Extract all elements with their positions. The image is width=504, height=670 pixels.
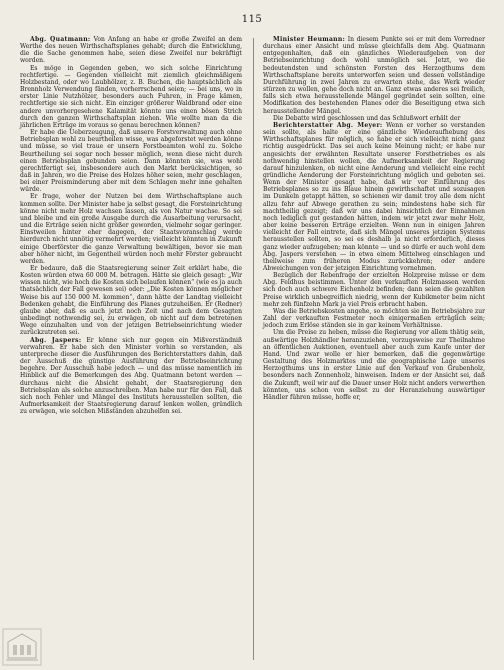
paragraph-text: In diesem Punkte sei er mit dem Vorredner durchaus einer Ansicht und müsse gleichfalls dem Abg. Quatmann entgegenhalten, daß ein gänzliches Wiederaufgeben von der Betriebseinrichtung doch wohl unmöglich sei. Jetzt, wo die bedeutendsten und schönsten Forsten des Herzogthums dem Wirthschaftsplane bereits unterworfen seien und dessen vollständige Durchführung in zwei Jahren zu erwarten stehe, das Werk wieder stürzen zu wollen, gehe doch nicht an. Ganz etwas anderes sei freilich, falls sich etwa herausstellende Mängel gegründet sein sollten, eine Modifikation des bestehenden Planes oder die Beseitigung etwa sich herausstellender Mängel. <box>263 36 485 115</box>
paragraph <box>263 329 485 401</box>
paragraph <box>20 65 242 129</box>
right-column <box>263 36 485 401</box>
column-divider <box>253 38 254 660</box>
paragraph-text: Er frage, woher der Nutzen bei dem Wirthschaftsplane auch kommen sollte. Der Minister habe ja selbst gesagt, die Forsteinrichtung könne nicht mehr Holz wachsen lassen, als von Natur wachse. So sei und bleibe und ein große Ausgabe durch die Ausarbeitung verursacht, und die Erträge seien nicht größer geworden, vielmehr sogar geringer. Einstweilen hinter eher dagegen, der Staatsvoranschlag werde hierdurch nicht unnötig vermehrt werden; vielleicht könnten in Zukunft einige Oberförster die ganze Verwaltung bewältigen, bevor sie man aber höher nicht, im Gegentheil würden noch mehr Förster gebraucht werden. <box>20 193 242 265</box>
speaker-name: Abg. Quatmann: <box>30 36 91 43</box>
page-number: 115 <box>241 14 263 25</box>
paragraph <box>20 36 242 65</box>
paragraph-text: Es möge in Gegenden geben, wo sich solche Einrichtung rechtfertige. — Gegenden vielleicht mit ziemlich gleichmäßigem Holzbestand, oder wo Laubhölzer, z. B. Buchen, die hauptsächlich als Brennholz Verwendung fänden, vorherrschend seien; — bei uns, wo in erster Linie Nutzhölzer, besonders auch Fuhren, in Frage kämen, rechtfertige sie sich nicht. Ein einziger größerer Waldbrand oder eine andere unvorhergesehene Kalamität könnte uns einen bösen Strich durch den ganzen Wirthschaftsplan ziehen. Wie wollte man da die jährlichen Erträge im voraus so genau berechnen können? <box>20 64 242 129</box>
paragraph-text: Er könne sich nur gegen ein Mißverständniß verwahren. Er habe sich den Minister vorhin so verstanden, als unterpreche dieser die Ausführungen des Berichterstatters dahin, daß der Ausschuß die günstige Ausführung der Betriebseinrichtung begehre. Der Ausschuß habe jedoch — und das müsse namentlich im Hinblick auf die Bemerkungen des Abg. Quatmann betont werden — durchaus nicht die Absicht gehabt, der Staatsregierung den Betriebsplan als solche anzuschreiben. Man habe nur für den Fall, daß sich noch Fehler und Mängel des Instituts herausstellen sollten, die Aufmerksamkeit der Staatsregierung darauf lenken wollen, gründlich zu erwägen, wie solchen Mißständen abzuhelfen sei. <box>20 336 242 416</box>
paragraph-text: Bezüglich der Rebenfrage der erzielten Holzpreise müsse er dem Abg. Feldhus beistimmen. Unter den verkauften Holzmassen werden sich doch auch schwere Eichenholz befinden; dann seien die gezahlten Preise wirklich unbegreiflich niedrig, wenn der Kubikmeter beim nicht mehr zeh fünfzehn Mark ja viel Preis erbracht haben. <box>263 272 485 308</box>
paragraph <box>263 36 485 115</box>
paragraph <box>263 122 485 272</box>
paragraph-text: Um die Preise zu heben, müsse die Regierung vor allem thätig sein, außwärtige Holzhändler heranzuziehen, vorzugsweise zur Theilnahme an öffentlichen Auktionen, eventuell aber auch zum Kaufe unter der Hand. Und zwar wolle er hier bemerken, daß die gegenwärtige Gestaltung des Holzmarktes und die geographische Lage unseres Herzogthums uns in erster Linie auf den Verkauf von Grubenholz, besonders nach Zonnenholz, hinweisen. Indem er der Ansicht sei, daß die Zukunft, weil wir auf die Dauer unser Holz nicht anders verwerthen könnten, uns schon von selbst zu der Heranziehung auswärtiger Händler führen müsse, hoffe er, <box>263 329 485 401</box>
paragraph-text: Er habe die Ueberzeugung, daß unsere Forstverwaltung auch ohne Betriebsplan wohl zu beurtheilen wisse, was abgeforstet werden könne und müsse, so viel traue er unsern Forstbeamten wohl zu. Solche Beurtheilung sei sogar noch besser möglich, wenn diese nicht durch einen Betriebsplan gebunden seien. Dann könnten sie, was wohl gerechtfertigt sei, insbesondere auch den Markt berücksichtigen, so daß in Jahren, wo die Preise des Holzes höher seien, mehr geschlagen, bei einer Preisminderung aber mit dem Schlagen mehr inne gehalten würde. <box>20 129 242 194</box>
paragraph-text: Von Anfang an habe er große Zweifel an dem Werthe des neuen Wirthschaftsplanes gehabt; durch die Entwicklung, die die Sache genommen habe, seien diese Zweifel nur bekräftigt worden. <box>20 36 242 65</box>
paragraph <box>20 193 242 265</box>
paragraph <box>263 272 485 308</box>
paragraph <box>20 265 242 337</box>
paragraph <box>20 337 242 416</box>
paragraph <box>263 308 485 329</box>
library-stamp-icon <box>2 628 42 666</box>
speaker-name: Minister Heumann: <box>273 36 346 43</box>
paragraph-text: Er bedaure, daß die Staatsregierung seiner Zeit erklärt habe, die Kosten würden etwa 60 000 M. betragen. Hätte sie gleich gesagt: „Wir wissen nicht, wie hoch die Kosten sich belaufen können“ (wie es ja auch thatsächlich der Fall gewesen sei) oder: „Die Kosten können möglicher Weise bis auf 150 000 M. kommen“, dann hätte der Landtag vielleicht Bedenken gehabt, die Einführung des Planes gutzuheißen. Er (Redner) glaube aber, daß es auch jetzt noch Zeit und nach dem Gesagten unbedingt nothwendig sei, zu erwägen, ob nicht auf dem betretenen Wege einzuhalten und von der jetzigen Betriebseinrichtung wieder zurückzutreten sei. <box>20 265 242 337</box>
paragraph-text: Was die Betriebskosten angehe, so möchten sie im Betriebsjahre zur Zahl der verkauften Festmeter noch einigermaßen erträglich sein; jedoch zum Erlöse ständen sie in gar keinem Verhältnisse. <box>263 307 485 330</box>
paragraph-text: Wenn er vorher so verstanden sein sollte, als halte er eine gänzliche Wiederaufhebung des Wirthschaftsplanes für möglich, so habe er sich vielleicht nicht ganz richtig ausgedrückt. Das sei auch keine Meinung nicht; er habe nur angesichts der erwähnten Resultate unserer Forstbetriebes es als nothwendig hinstellen wollen, die Aufmerksamkeit der Regierung darauf hinzulenken, ob nicht eine Aenderung und vielleicht eine recht gründliche Aenderung der Forsteinrichtung möglich und geboten sei. Wenn der Minister gesagt habe, daß wir vor Einführung des Betriebsplanes so zu ins Blaue hinein gewirthschaftet und sozusagen im Dunkeln getappt hätten, so schienen wir damit troy alle dem nicht allzu fehr auf Abwege gerathen zu sein; mindestens habe sich für machtheilig gezeigt; daß wir uns dabei hinsichtlich der Einnahmen noch lediglich gut gestanden hätten, indem wir jetzt zwar mehr Holz, aber keine besseren Erträge erzielten. Wenn nun in einigen Jahren vielleicht der Fall eintrete, daß sich Mängel unseres jetzigen Systems herausstellen sollten, so sei es deshalb ja nicht erforderlich, dieses ganz wieder aufzugeben; man könnte — und so dürfe er auch wohl dem Abg. Jaspers verstehen — in etwa einem Mittelweg einschlagen und theilweise zum früheren Modus zurückkehren; oder andere Abweichungen von der jetzigen Einrichtung vornehmen. <box>263 121 485 272</box>
paragraph <box>263 115 485 122</box>
paragraph <box>20 129 242 193</box>
paragraph-text: Die Debatte wird geschlossen und das Schlußwort erhält der <box>273 114 461 122</box>
speaker-name: Abg. Jaspers: <box>30 336 82 344</box>
left-column <box>20 36 242 415</box>
speaker-name: Berichterstatter Abg. Meyer: <box>273 121 383 129</box>
